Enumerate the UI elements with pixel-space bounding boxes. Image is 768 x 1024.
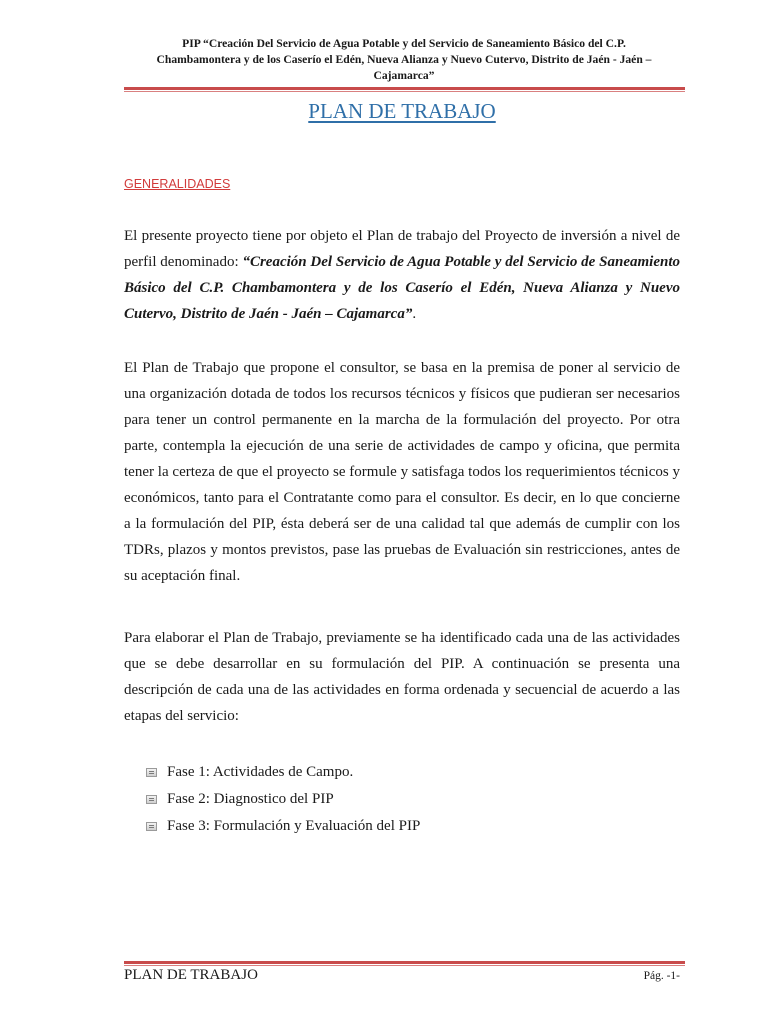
header-rule xyxy=(124,87,685,90)
phase-label: Fase 3: Formulación y Evaluación del PIP xyxy=(167,818,421,834)
list-item xyxy=(146,759,420,786)
paragraph-intro-text: El presente proyecto tiene por objeto el Plan de trabajo del Proyecto de inversión a nivel de perfil denominado: xyxy=(124,228,680,270)
section-heading: GENERALIDADES xyxy=(124,177,231,191)
footer-title: PLAN DE TRABAJO xyxy=(124,967,258,983)
page-number: Pág. -1- xyxy=(643,970,680,982)
header-line-3: Cajamarca” xyxy=(373,69,435,82)
bullet-icon xyxy=(146,795,157,804)
header-line-2: Chambamontera y de los Caserío el Edén, Nueva Alianza y Nuevo Cutervo, Distrito de Jaén - Jaén – xyxy=(156,53,652,66)
page-header xyxy=(124,36,684,84)
phase-list xyxy=(146,759,420,840)
footer-rule-thin xyxy=(124,965,685,966)
bullet-icon xyxy=(146,768,157,777)
header-line-1: PIP “Creación Del Servicio de Agua Potable y del Servicio de Saneamiento Básico del C.P. xyxy=(182,37,626,50)
header-rule-thin xyxy=(124,91,685,92)
list-item xyxy=(146,786,420,813)
document-title: PLAN DE TRABAJO xyxy=(308,99,496,123)
footer-rule xyxy=(124,961,685,964)
phase-label: Fase 1: Actividades de Campo. xyxy=(167,764,354,780)
project-name: “Creación Del Servicio de Agua Potable y del Servicio de Saneamiento Básico del C.P. Chambamontera y de los Caserío el Edén, Nueva Alianza y Nuevo Cutervo, Distrito de Jaén - Jaén – Cajamarca” xyxy=(124,254,680,322)
paragraph-activities: Para elaborar el Plan de Trabajo, previamente se ha identificado cada una de las actividades que se debe desarrollar en su formulación del PIP. A continuación se presenta una descripción de cada una de las actividades en forma ordenada y secuencial de acuerdo a las etapas del servicio: xyxy=(124,630,680,724)
list-item xyxy=(146,813,420,840)
paragraph-intro-end: . xyxy=(412,306,417,322)
paragraph-plan: El Plan de Trabajo que propone el consultor, se basa en la premisa de poner al servicio de una organización dotada de todos los recursos técnicos y físicos que pudieran ser necesarios para tener un control permanente en la marcha de la formulación del proyecto. Por otra parte, contempla la ejecución de una serie de actividades de campo y oficina, que permita tener la certeza de que el proyecto se formule y satisfaga todos los requerimientos técnicos y económicos, tanto para el Contratante como para el consultor. Es decir, en lo que concierne a la formulación del PIP, ésta deberá ser de una calidad tal que además de cumplir con los TDRs, plazos y montos previstos, pase las pruebas de Evaluación sin restricciones, antes de su aceptación final. xyxy=(124,360,680,584)
bullet-icon xyxy=(146,822,157,831)
paragraph-intro xyxy=(124,223,680,327)
phase-label: Fase 2: Diagnostico del PIP xyxy=(167,791,334,807)
